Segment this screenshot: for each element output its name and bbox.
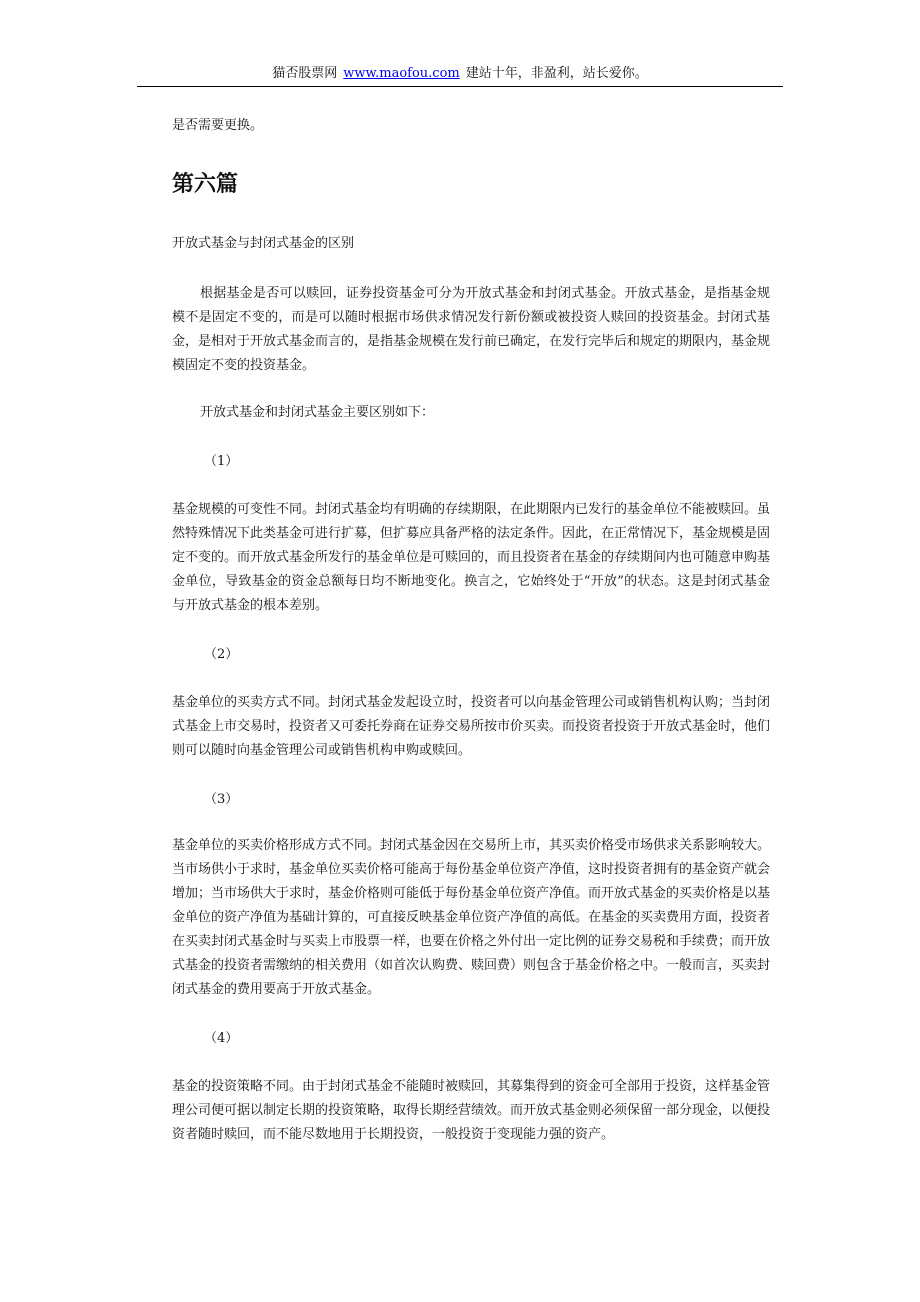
section-subtitle: 开放式基金与封闭式基金的区别 [172, 236, 355, 251]
site-slogan: 建站十年，非盈利，站长爱你。 [465, 66, 648, 81]
previous-section-tail: 是否需要更换。 [172, 118, 264, 133]
page-header [137, 64, 783, 87]
item-paragraph-3: 基金单位的买卖价格形成方式不同。封闭式基金因在交易所上市，其买卖价格受市场供求关系影响较大。当市场供小于求时，基金单位买卖价格可能高于每份基金单位资产净值，这时投资者拥有的基金资产就会增加；当市场供大于求时，基金价格则可能低于每份基金单位资产净值。而开放式基金的买卖价格是以基金单位的资产净值为基础计算的，可直接反映基金单位资产净值的高低。在基金的买卖费用方面，投资者在买卖封闭式基金时与买卖上市股票一样，也要在价格之外付出一定比例的证券交易税和手续费；而开放式基金的投资者需缴纳的相关费用（如首次认购费、赎回费）则包含于基金价格之中。一般而言，买卖封闭式基金的费用要高于开放式基金。 [172, 838, 771, 997]
item-number-1: （1） [204, 454, 239, 469]
site-url-link[interactable]: www.maofou.com [343, 66, 460, 81]
item-paragraph-1: 基金规模的可变性不同。封闭式基金均有明确的存续期限，在此期限内已发行的基金单位不能被赎回。虽然特殊情况下此类基金可进行扩募，但扩募应具备严格的法定条件。因此，在正常情况下，基金规模是固定不变的。而开放式基金所发行的基金单位是可赎回的，而且投资者在基金的存续期间内也可随意申购基金单位，导致基金的资金总额每日均不断地变化。换言之，它始终处于“开放”的状态。这是封闭式基金与开放式基金的根本差别。 [172, 502, 771, 613]
lead-sentence: 开放式基金和封闭式基金主要区别如下： [200, 405, 435, 420]
item-number-4: （4） [204, 1031, 239, 1046]
item-paragraph-2: 基金单位的买卖方式不同。封闭式基金发起设立时，投资者可以向基金管理公司或销售机构认购；当封闭式基金上市交易时，投资者又可委托券商在证券交易所按市价买卖。而投资者投资于开放式基金时，他们则可以随时向基金管理公司或销售机构申购或赎回。 [172, 695, 771, 758]
item-number-2: （2） [204, 647, 239, 662]
intro-paragraph: 根据基金是否可以赎回，证券投资基金可分为开放式基金和封闭式基金。开放式基金，是指基金规模不是固定不变的，而是可以随时根据市场供求情况发行新份额或被投资人赎回的投资基金。封闭式基金，是相对于开放式基金而言的，是指基金规模在发行前已确定，在发行完毕后和规定的期限内，基金规模固定不变的投资基金。 [172, 286, 771, 373]
item-paragraph-4: 基金的投资策略不同。由于封闭式基金不能随时被赎回，其募集得到的资金可全部用于投资，这样基金管理公司便可据以制定长期的投资策略，取得长期经营绩效。而开放式基金则必须保留一部分现金，以便投资者随时赎回，而不能尽数地用于长期投资，一般投资于变现能力强的资产。 [172, 1079, 771, 1142]
site-name: 猫否股票网 [272, 66, 338, 81]
item-number-3: （3） [204, 792, 239, 807]
section-title: 第六篇 [172, 172, 239, 197]
